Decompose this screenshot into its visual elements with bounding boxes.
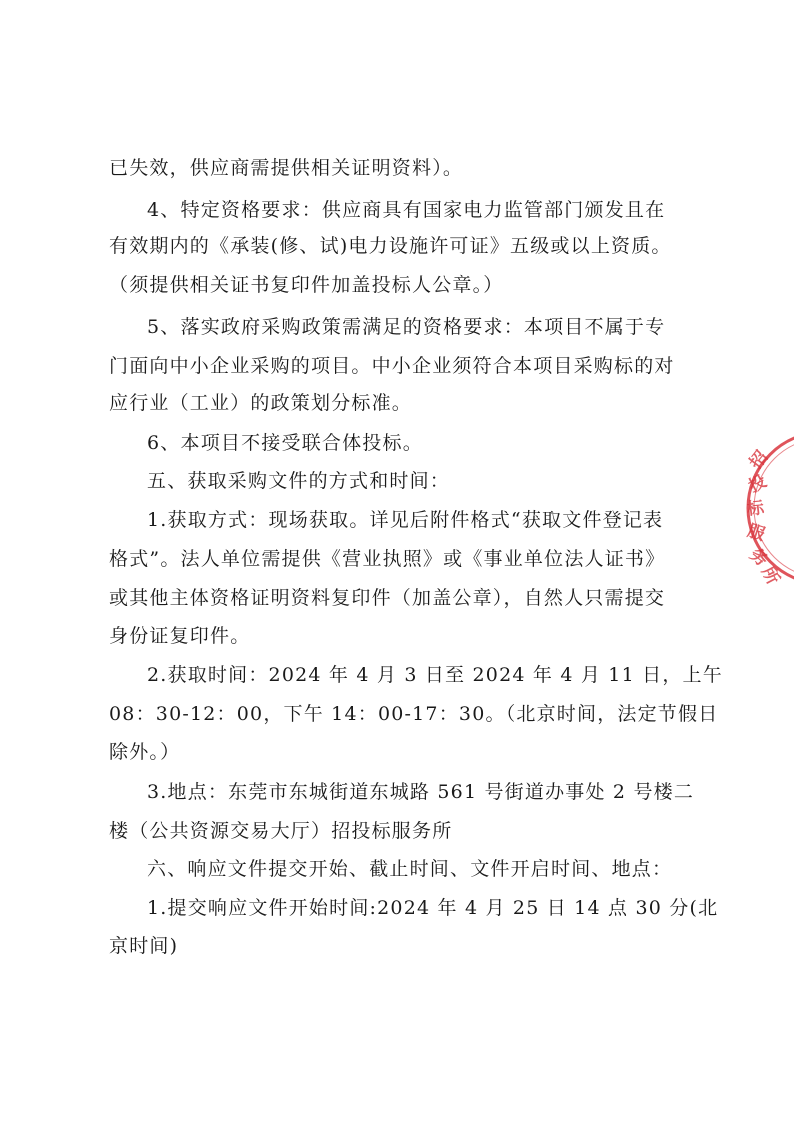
section-heading: 五、获取采购文件的方式和时间：: [147, 470, 451, 492]
seal-stamp-icon: [742, 428, 794, 588]
svg-text:招: 招: [745, 447, 773, 474]
paragraph-line: 已失效，供应商需提供相关证明资料）。: [109, 157, 464, 179]
paragraph-line: 5、落实政府采购政策需满足的资格要求：本项目不属于专: [147, 316, 666, 338]
svg-text:务: 务: [745, 544, 772, 571]
paragraph-line: 1.获取方式：现场获取。详见后附件格式“获取文件登记表: [147, 509, 664, 531]
section-heading: 六、响应文件提交开始、截止时间、文件开启时间、地点：: [147, 858, 673, 880]
paragraph-line: 或其他主体资格证明资料复印件（加盖公章），自然人只需提交: [109, 587, 666, 609]
paragraph-line: 有效期内的《承装(修、试)电力设施许可证》五级或以上资质。: [109, 235, 672, 257]
paragraph-line: 除外。）: [109, 741, 181, 763]
svg-text:投: 投: [745, 471, 770, 497]
svg-text:标: 标: [746, 498, 766, 520]
paragraph-line: 应行业（工业）的政策划分标准。: [109, 392, 413, 414]
paragraph-line: 京时间): [109, 935, 179, 957]
paragraph-line: 08：30-12：00，下午 14：00-17：30。（北京时间，法定节假日: [109, 703, 719, 725]
official-seal: [742, 428, 794, 588]
svg-text:服: 服: [744, 520, 768, 546]
paragraph-line: 1.提交响应文件开始时间:2024 年 4 月 25 日 14 点 30 分(北: [147, 897, 719, 919]
svg-text:所: 所: [757, 563, 783, 588]
paragraph-line: 门面向中小企业采购的项目。中小企业须符合本项目采购标的对: [109, 355, 675, 377]
paragraph-line: 2.获取时间：2024 年 4 月 3 日至 2024 年 4 月 11 日，上午: [147, 664, 723, 686]
paragraph-line: 格式”。法人单位需提供《营业执照》或《事业单位法人证书》: [109, 548, 666, 570]
paragraph-line: 4、特定资格要求：供应商具有国家电力监管部门颁发且在: [147, 199, 666, 221]
paragraph-line: 身份证复印件。: [109, 625, 251, 647]
paragraph-line: 6、本项目不接受联合体投标。: [147, 432, 423, 454]
paragraph-line: 楼（公共资源交易大厅）招投标服务所: [109, 820, 453, 842]
paragraph-line: 3.地点：东莞市东城街道东城路 561 号街道办事处 2 号楼二: [147, 781, 695, 803]
paragraph-line: （须提供相关证书复印件加盖投标人公章。）: [109, 274, 504, 296]
